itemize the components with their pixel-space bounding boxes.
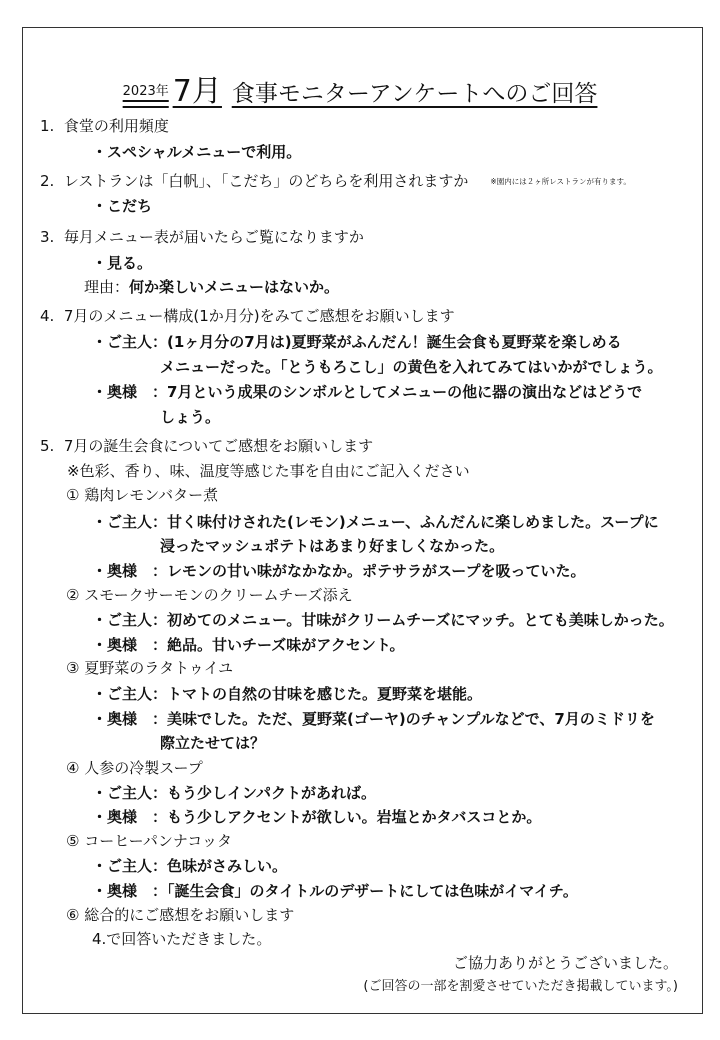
dish3-wife-label: ・奥様 ： bbox=[92, 710, 168, 728]
q3-question bbox=[40, 226, 364, 248]
dish5-husband-text1: 色味がさみしい。 bbox=[167, 857, 288, 875]
dish1-name: ① 鶏肉レモンバター煮 bbox=[66, 486, 219, 504]
dish5-wife-text1: 「誕生会食」のタイトルのデザートにしては色味がイマイチ。 bbox=[167, 882, 578, 900]
dish5-wife-label: ・奥様 ： bbox=[92, 882, 168, 900]
dish2-wife-text1: 絶品。甘いチーズ味がアクセント。 bbox=[167, 636, 405, 654]
dish4-husband-line1 bbox=[92, 782, 376, 804]
dish1-wife-label: ・奥様 ： bbox=[92, 562, 168, 580]
q1-number: 1. bbox=[40, 117, 55, 135]
q3-number: 3. bbox=[40, 228, 55, 246]
item6-name: ⑥ 総合的にご感想をお願いします bbox=[66, 906, 295, 924]
dish5-name: ⑤ コーヒーパンナコッタ bbox=[66, 832, 232, 850]
dish4-wife-line1 bbox=[92, 806, 541, 828]
q1-question bbox=[40, 115, 169, 137]
dish1-husband-label: ・ご主人： bbox=[92, 513, 168, 531]
item6-answer: 4.で回答いただきました。 bbox=[92, 930, 272, 948]
dish3-wife-text1: 美味でした。ただ、夏野菜(ゴーヤ)のチャンプルなどで、7月のミドリを bbox=[167, 710, 655, 728]
dish3-husband-label: ・ご主人： bbox=[92, 685, 168, 703]
q3-reason-label: 理由： bbox=[84, 278, 130, 296]
dish4-husband-text1: もう少しインパクトがあれば。 bbox=[167, 784, 376, 802]
q4-wife-text1: 7月という成果のシンボルとしてメニューの他に器の演出などはどうで bbox=[167, 383, 643, 401]
dish1-husband-text1: 甘く味付けされた(レモン)メニュー、ふんだんに楽しめました。スープに bbox=[167, 513, 659, 531]
dish1-husband-line1 bbox=[92, 511, 659, 533]
page-title bbox=[0, 66, 720, 110]
dish5-husband-label: ・ご主人： bbox=[92, 857, 168, 875]
q5-number: 5. bbox=[40, 437, 55, 455]
dish3-name: ③ 夏野菜のラタトゥイユ bbox=[66, 659, 234, 677]
dish3-husband-line1 bbox=[92, 683, 482, 705]
title-year: 2023年 bbox=[122, 84, 169, 99]
dish4-name: ④ 人参の冷製スープ bbox=[66, 759, 203, 777]
q4-wife-line1 bbox=[92, 381, 642, 403]
q5-subnote: ※色彩、香り、味、温度等感じた事を自由にご記入ください bbox=[67, 462, 470, 480]
q3-text: 毎月メニュー表が届いたらご覧になりますか bbox=[63, 228, 364, 246]
dish3-wife-line2: 際立たせては？ bbox=[160, 734, 266, 752]
dish2-husband-label: ・ご主人： bbox=[92, 611, 168, 629]
dish4-wife-text1: もう少しアクセントが欲しい。岩塩とかタバスコとか。 bbox=[167, 808, 542, 826]
q5-question bbox=[40, 435, 373, 457]
q4-husband-label: ・ご主人： bbox=[92, 333, 168, 351]
q4-husband-text1: (1ヶ月分の7月は)夏野菜がふんだん！誕生会食も夏野菜を楽しめる bbox=[167, 333, 622, 351]
dish3-wife-line1 bbox=[92, 708, 655, 730]
dish2-husband-line1 bbox=[92, 609, 674, 631]
dish5-husband-line1 bbox=[92, 855, 287, 877]
q1-answer: ・スペシャルメニューで利用。 bbox=[92, 143, 302, 161]
q3-reason-text: 何か楽しいメニューはないか。 bbox=[129, 278, 340, 296]
dish4-husband-label: ・ご主人： bbox=[92, 784, 168, 802]
dish1-husband-line2: 浸ったマッシュポテトはあまり好ましくなかった。 bbox=[160, 537, 505, 555]
q3-answer: ・見る。 bbox=[92, 254, 153, 272]
dish4-wife-label: ・奥様 ： bbox=[92, 808, 168, 826]
q4-wife-line2: しょう。 bbox=[160, 408, 221, 426]
footer-note: (ご回答の一部を割愛させていただき掲載しています。) bbox=[363, 979, 678, 994]
footer-thanks: ご協力ありがとうございました。 bbox=[452, 954, 678, 972]
dish5-wife-line1 bbox=[92, 880, 578, 902]
title-text: 食事モニターアンケートへのご回答 bbox=[231, 81, 598, 107]
q4-husband-line1 bbox=[92, 331, 622, 353]
q2-question bbox=[40, 170, 631, 193]
title-month: 7月 bbox=[172, 74, 222, 109]
q4-number: 4. bbox=[40, 307, 55, 325]
q4-text: 7月のメニュー構成(1か月分)をみてご感想をお願いします bbox=[63, 307, 455, 325]
q2-number: 2. bbox=[40, 172, 55, 190]
q5-text: 7月の誕生会食についてご感想をお願いします bbox=[63, 437, 374, 455]
q4-wife-label: ・奥様 ： bbox=[92, 383, 168, 401]
dish1-wife-text1: レモンの甘い味がなかなか。ポテサラがスープを吸っていた。 bbox=[167, 562, 586, 580]
q2-answer: ・こだち bbox=[92, 197, 153, 215]
dish3-husband-text1: トマトの自然の甘味を感じた。夏野菜を堪能。 bbox=[167, 685, 483, 703]
dish2-wife-line1 bbox=[92, 634, 404, 656]
q2-text: レストランは「白帆」、「こだち」のどちらを利用されますか bbox=[63, 172, 469, 190]
q4-question bbox=[40, 305, 455, 327]
q3-reason bbox=[84, 276, 339, 298]
dish2-wife-label: ・奥様 ： bbox=[92, 636, 168, 654]
dish2-husband-text1: 初めてのメニュー。甘味がクリームチーズにマッチ。とても美味しかった。 bbox=[167, 611, 674, 629]
q2-note: ※園内には２ヶ所レストランが有ります。 bbox=[490, 177, 631, 186]
dish2-name: ② スモークサーモンのクリームチーズ添え bbox=[66, 586, 353, 604]
q4-husband-line2: メニューだった。「とうもろこし」の黄色を入れてみてはいかがでしょう。 bbox=[160, 358, 663, 376]
q1-text: 食堂の利用頻度 bbox=[63, 117, 169, 135]
dish1-wife-line1 bbox=[92, 560, 586, 582]
